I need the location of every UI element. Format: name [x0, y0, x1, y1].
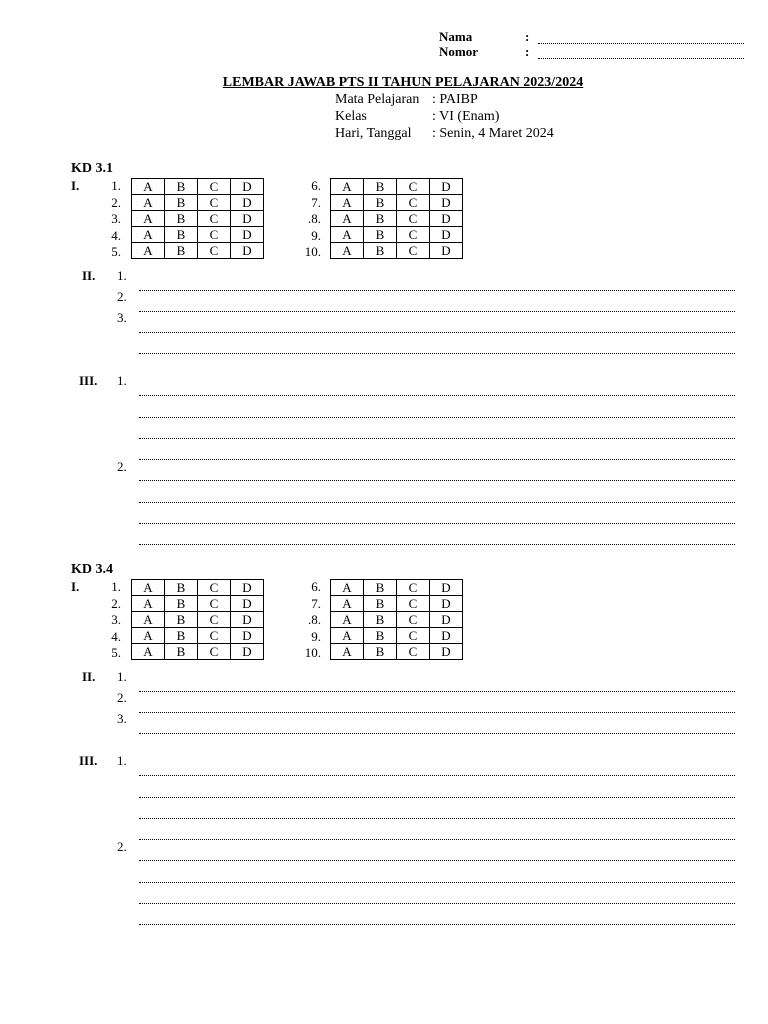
info-value-kelas: : VI (Enam): [432, 109, 500, 124]
essay-number: 2.: [117, 289, 127, 304]
answer-option-cell[interactable]: A: [331, 644, 364, 660]
info-label-tanggal: Hari, Tanggal: [335, 126, 412, 141]
answer-line[interactable]: [139, 353, 735, 354]
answer-grid-left: [131, 579, 264, 660]
answer-row: [331, 612, 463, 628]
answer-row: [132, 644, 264, 660]
question-number: 1.: [111, 579, 121, 594]
answer-option-cell[interactable]: B: [165, 211, 198, 227]
answer-row: [132, 179, 264, 195]
nama-field-line[interactable]: [538, 43, 744, 44]
answer-option-cell[interactable]: C: [198, 195, 231, 211]
answer-line[interactable]: [139, 395, 735, 396]
answer-grid-right: [330, 178, 463, 259]
answer-line[interactable]: [139, 860, 735, 861]
answer-option-cell[interactable]: B: [165, 596, 198, 612]
question-number: 3.: [111, 612, 121, 627]
answer-option-cell[interactable]: C: [397, 243, 430, 259]
answer-option-cell[interactable]: A: [331, 243, 364, 259]
answer-option-cell[interactable]: A: [132, 644, 165, 660]
essay-number: 3.: [117, 711, 127, 726]
answer-option-cell[interactable]: C: [198, 243, 231, 259]
answer-grid-left: [131, 178, 264, 259]
answer-option-cell[interactable]: C: [397, 227, 430, 243]
answer-option-cell[interactable]: C: [198, 179, 231, 195]
answer-option-cell[interactable]: B: [364, 195, 397, 211]
answer-option-cell[interactable]: A: [331, 195, 364, 211]
answer-option-cell[interactable]: D: [231, 243, 264, 259]
part-iii-label: III.: [79, 753, 98, 768]
question-number: 5.: [111, 645, 121, 660]
answer-row: [132, 227, 264, 243]
info-label-mapel: Mata Pelajaran: [335, 92, 420, 107]
answer-option-cell[interactable]: C: [397, 195, 430, 211]
answer-line[interactable]: [139, 332, 735, 333]
nomor-colon: :: [525, 44, 530, 59]
answer-row: [132, 580, 264, 596]
answer-line[interactable]: [139, 733, 735, 734]
answer-option-cell[interactable]: B: [165, 195, 198, 211]
answer-line[interactable]: [139, 290, 735, 291]
answer-option-cell[interactable]: A: [331, 628, 364, 644]
kd-heading: KD 3.1: [71, 161, 113, 176]
answer-option-cell[interactable]: A: [331, 227, 364, 243]
nomor-label: Nomor: [439, 44, 478, 59]
answer-row: [331, 628, 463, 644]
answer-option-cell[interactable]: C: [198, 227, 231, 243]
answer-option-cell[interactable]: D: [430, 596, 463, 612]
answer-option-cell[interactable]: D: [231, 644, 264, 660]
nama-label: Nama: [439, 29, 473, 44]
answer-line[interactable]: [139, 438, 735, 439]
answer-row: [132, 211, 264, 227]
question-number: 6.: [311, 178, 321, 193]
essay-number: 1.: [117, 268, 127, 283]
answer-option-cell[interactable]: B: [364, 211, 397, 227]
essay-number: 1.: [117, 753, 127, 768]
answer-option-cell[interactable]: B: [165, 612, 198, 628]
answer-option-cell[interactable]: B: [364, 628, 397, 644]
essay-number: 2.: [117, 839, 127, 854]
answer-option-cell[interactable]: B: [364, 644, 397, 660]
answer-line[interactable]: [139, 882, 735, 883]
answer-option-cell[interactable]: A: [132, 195, 165, 211]
answer-option-cell[interactable]: C: [198, 612, 231, 628]
answer-row: [132, 195, 264, 211]
answer-option-cell[interactable]: A: [132, 227, 165, 243]
answer-option-cell[interactable]: C: [397, 211, 430, 227]
answer-option-cell[interactable]: D: [430, 195, 463, 211]
info-label-kelas: Kelas: [335, 109, 367, 124]
question-number: 9.: [311, 227, 321, 243]
essay-number: 1.: [117, 669, 127, 684]
part-ii-label: II.: [82, 669, 96, 684]
answer-line[interactable]: [139, 480, 735, 481]
answer-option-cell[interactable]: C: [198, 211, 231, 227]
answer-option-cell[interactable]: C: [198, 644, 231, 660]
answer-option-cell[interactable]: B: [165, 227, 198, 243]
answer-line[interactable]: [139, 775, 735, 776]
page-title: LEMBAR JAWAB PTS II TAHUN PELAJARAN 2023/2024: [222, 75, 584, 90]
answer-option-cell[interactable]: B: [364, 243, 397, 259]
answer-option-cell[interactable]: D: [231, 580, 264, 596]
answer-option-cell[interactable]: A: [331, 596, 364, 612]
answer-line[interactable]: [139, 311, 735, 312]
answer-option-cell[interactable]: D: [231, 179, 264, 195]
answer-option-cell[interactable]: D: [430, 580, 463, 596]
answer-option-cell[interactable]: C: [397, 179, 430, 195]
essay-number: 3.: [117, 310, 127, 325]
answer-option-cell[interactable]: D: [430, 243, 463, 259]
answer-option-cell[interactable]: B: [165, 580, 198, 596]
answer-option-cell[interactable]: D: [430, 227, 463, 243]
answer-line[interactable]: [139, 691, 735, 692]
answer-option-cell[interactable]: D: [430, 628, 463, 644]
answer-option-cell[interactable]: A: [132, 211, 165, 227]
kd-heading: KD 3.4: [71, 562, 113, 577]
question-number: 10.: [304, 244, 321, 259]
answer-option-cell[interactable]: D: [231, 195, 264, 211]
answer-line[interactable]: [139, 839, 735, 840]
answer-line[interactable]: [139, 523, 735, 524]
answer-option-cell[interactable]: B: [364, 612, 397, 628]
answer-option-cell[interactable]: D: [430, 211, 463, 227]
question-number: 2.: [111, 595, 121, 611]
answer-line[interactable]: [139, 797, 735, 798]
answer-row: [331, 195, 463, 211]
answer-option-cell[interactable]: B: [165, 179, 198, 195]
answer-line[interactable]: [139, 903, 735, 904]
answer-row: [132, 628, 264, 644]
answer-option-cell[interactable]: D: [430, 612, 463, 628]
answer-option-cell[interactable]: A: [331, 612, 364, 628]
question-number: 1.: [111, 178, 121, 193]
answer-grid-right: [330, 579, 463, 660]
answer-line[interactable]: [139, 544, 735, 545]
answer-option-cell[interactable]: A: [331, 580, 364, 596]
question-number: 7.: [311, 194, 321, 210]
answer-option-cell[interactable]: D: [231, 227, 264, 243]
answer-line[interactable]: [139, 924, 735, 925]
answer-line[interactable]: [139, 818, 735, 819]
part-i-label: I.: [71, 579, 80, 594]
answer-row: [331, 227, 463, 243]
answer-option-cell[interactable]: B: [364, 596, 397, 612]
answer-row: [132, 596, 264, 612]
question-number: 5.: [111, 244, 121, 259]
answer-option-cell[interactable]: A: [132, 179, 165, 195]
nama-colon: :: [525, 29, 530, 44]
answer-row: [331, 243, 463, 259]
question-number: 4.: [111, 628, 121, 644]
answer-option-cell[interactable]: D: [430, 644, 463, 660]
answer-row: [331, 580, 463, 596]
essay-number: 2.: [117, 459, 127, 474]
answer-option-cell[interactable]: B: [364, 179, 397, 195]
answer-option-cell[interactable]: B: [364, 227, 397, 243]
answer-option-cell[interactable]: A: [132, 628, 165, 644]
part-ii-label: II.: [82, 268, 96, 283]
answer-row: [331, 644, 463, 660]
answer-option-cell[interactable]: C: [198, 580, 231, 596]
info-value-mapel: : PAIBP: [432, 92, 478, 107]
answer-option-cell[interactable]: A: [132, 243, 165, 259]
info-value-tanggal: : Senin, 4 Maret 2024: [432, 126, 554, 141]
answer-option-cell[interactable]: B: [364, 580, 397, 596]
answer-row: [132, 612, 264, 628]
answer-option-cell[interactable]: C: [397, 628, 430, 644]
answer-option-cell[interactable]: D: [231, 211, 264, 227]
question-number: 7.: [311, 595, 321, 611]
answer-option-cell[interactable]: D: [231, 612, 264, 628]
question-number: 6.: [311, 579, 321, 594]
answer-option-cell[interactable]: A: [132, 596, 165, 612]
question-number: 9.: [311, 628, 321, 644]
answer-option-cell[interactable]: A: [132, 612, 165, 628]
question-number: 3.: [111, 211, 121, 226]
answer-option-cell[interactable]: C: [397, 644, 430, 660]
answer-option-cell[interactable]: C: [198, 628, 231, 644]
answer-option-cell[interactable]: B: [165, 628, 198, 644]
question-number: .8.: [308, 211, 321, 226]
essay-number: 1.: [117, 373, 127, 388]
answer-option-cell[interactable]: C: [397, 596, 430, 612]
answer-option-cell[interactable]: A: [331, 179, 364, 195]
answer-option-cell[interactable]: D: [231, 628, 264, 644]
answer-line[interactable]: [139, 712, 735, 713]
nomor-field-line[interactable]: [538, 58, 744, 59]
answer-option-cell[interactable]: C: [397, 580, 430, 596]
answer-option-cell[interactable]: C: [198, 596, 231, 612]
answer-option-cell[interactable]: B: [165, 243, 198, 259]
answer-row: [331, 211, 463, 227]
answer-line[interactable]: [139, 459, 735, 460]
answer-option-cell[interactable]: A: [331, 211, 364, 227]
answer-row: [331, 179, 463, 195]
question-number: 4.: [111, 227, 121, 243]
answer-line[interactable]: [139, 417, 735, 418]
question-number: 10.: [304, 645, 321, 660]
answer-option-cell[interactable]: D: [430, 179, 463, 195]
part-iii-label: III.: [79, 373, 98, 388]
answer-option-cell[interactable]: D: [231, 596, 264, 612]
essay-number: 2.: [117, 690, 127, 705]
answer-option-cell[interactable]: C: [397, 612, 430, 628]
part-i-label: I.: [71, 178, 80, 193]
answer-row: [132, 243, 264, 259]
answer-line[interactable]: [139, 502, 735, 503]
answer-row: [331, 596, 463, 612]
question-number: .8.: [308, 612, 321, 627]
answer-option-cell[interactable]: B: [165, 644, 198, 660]
question-number: 2.: [111, 194, 121, 210]
answer-option-cell[interactable]: A: [132, 580, 165, 596]
